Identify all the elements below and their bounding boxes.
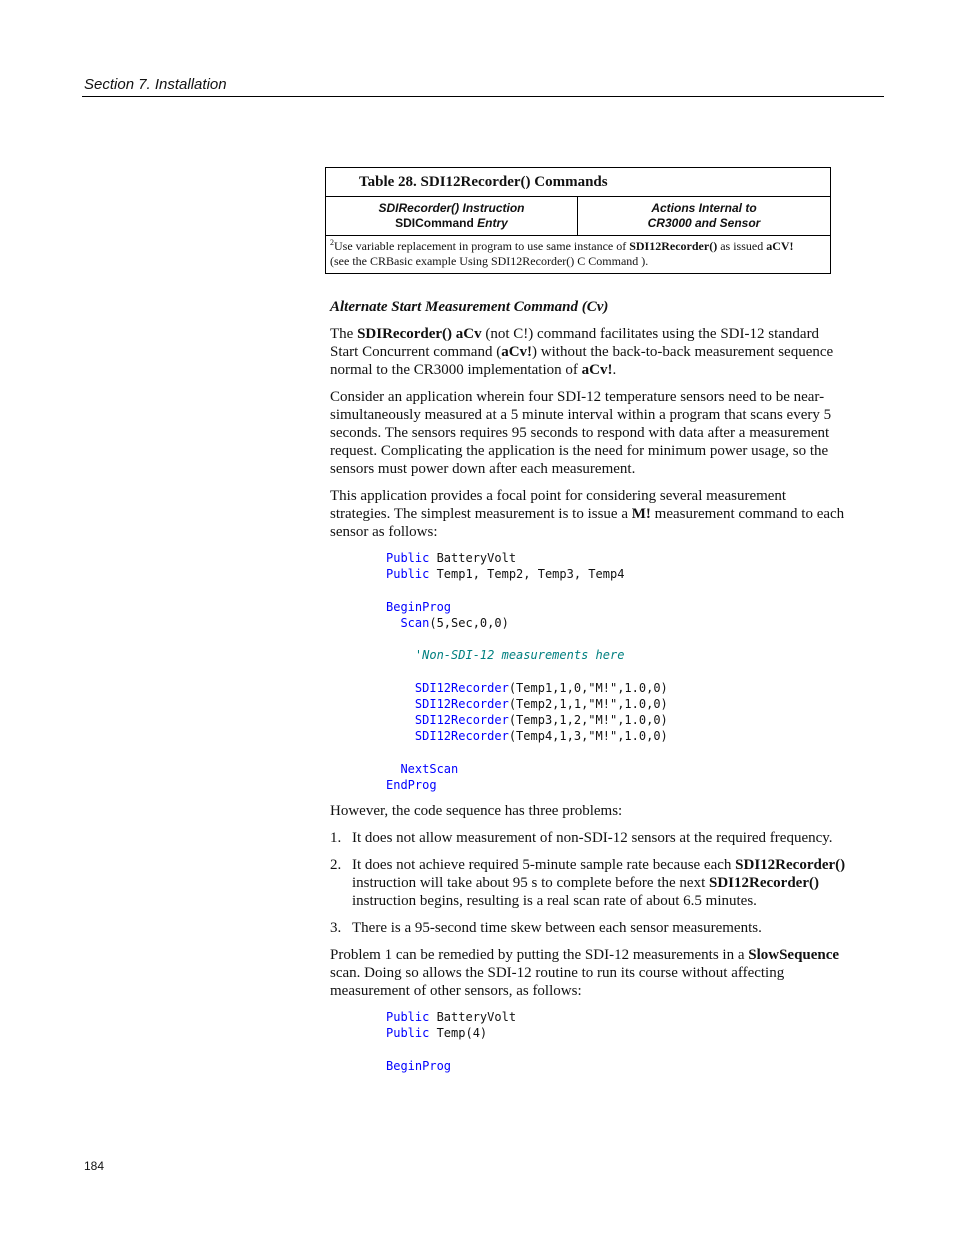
col1-line2: SDICommand Entry [395, 216, 508, 230]
col1-line1: SDIRecorder() Instruction [378, 201, 525, 215]
paragraph-acv: The SDIRecorder() aCv (not C!) command facilitates using the SDI-12 standard Start Concurrent command (aCv!) without the back-to-back measurement sequence normal to the CR3000 implementation of aCv!. [330, 326, 834, 378]
list-item: 3. There is a 95-second time skew between each sensor measurements. [330, 920, 762, 937]
table-col-instruction [326, 197, 578, 235]
list-item: 1. It does not allow measurement of non-SDI-12 sensors at the required frequency. [330, 830, 833, 847]
section-subheading: Alternate Start Measurement Command (Cv) [330, 299, 609, 315]
table-footnote: $^2$Use variable replacement in program to use same instance of SDI12Recorder() as issued aCV! (see the CRBasic example Using SDI12Recorder() C Command ). [330, 238, 794, 268]
table-header-row [326, 197, 830, 236]
paragraph-application: Consider an application wherein four SDI-12 temperature sensors need to be near-simultaneously measured at a 5 minute interval within a program that scans every 5 seconds. The sensors requires 95 seconds to respond with data after a measurement request. Complicating the application is the need for minimum power usage, so the sensors must power down after each measurement. [330, 389, 832, 477]
list-item: 2. It does not achieve required 5-minute sample rate because each SDI12Recorder() instruction will take about 95 s to complete before the next SDI12Recorder() instruction begins, resulting is a real scan rate of about 6.5 minutes. [330, 857, 846, 910]
table-title: Table 28. SDI12Recorder() Commands [326, 168, 830, 197]
code-example-2: Public BatteryVolt Public Temp(4) BeginProg [386, 1010, 517, 1073]
header-rule [82, 96, 884, 97]
paragraph-problems: However, the code sequence has three problems: [330, 803, 623, 820]
commands-table [325, 167, 831, 274]
paragraph-strategies: This application provides a focal point for considering several measurement strategies. The simplest measurement is to issue a M! measurement command to each sensor as follows: [330, 488, 845, 540]
code-example-1: Public BatteryVolt Public Temp1, Temp2, Temp3, Temp4 BeginProg Scan(5,Sec,0,0) 'Non-SDI-12 measurements here SDI12Recorder(Temp1,1,0,"M!",1.0,0) SDI12Recorder(Temp2,1,1,"M!",1.0,0) SDI12Recorder(Temp3,1,2,"M!",1.0,0) SDI12Recorder(Temp4,1,3,"M!",1.0,0) NextScan EndProg [386, 551, 668, 792]
table-col-actions [578, 197, 830, 235]
body-text [330, 296, 850, 1083]
paragraph-remedy: Problem 1 can be remedied by putting the SDI-12 measurements in a SlowSequence scan. Doing so allows the SDI-12 routine to run its course without affecting measurement of other sensors, as follows: [330, 947, 840, 1000]
col2-line2: CR3000 and Sensor [647, 216, 761, 230]
running-header: Section 7. Installation [84, 76, 227, 93]
page-number: 184 [84, 1159, 105, 1173]
col2-line1: Actions Internal to [651, 201, 757, 215]
